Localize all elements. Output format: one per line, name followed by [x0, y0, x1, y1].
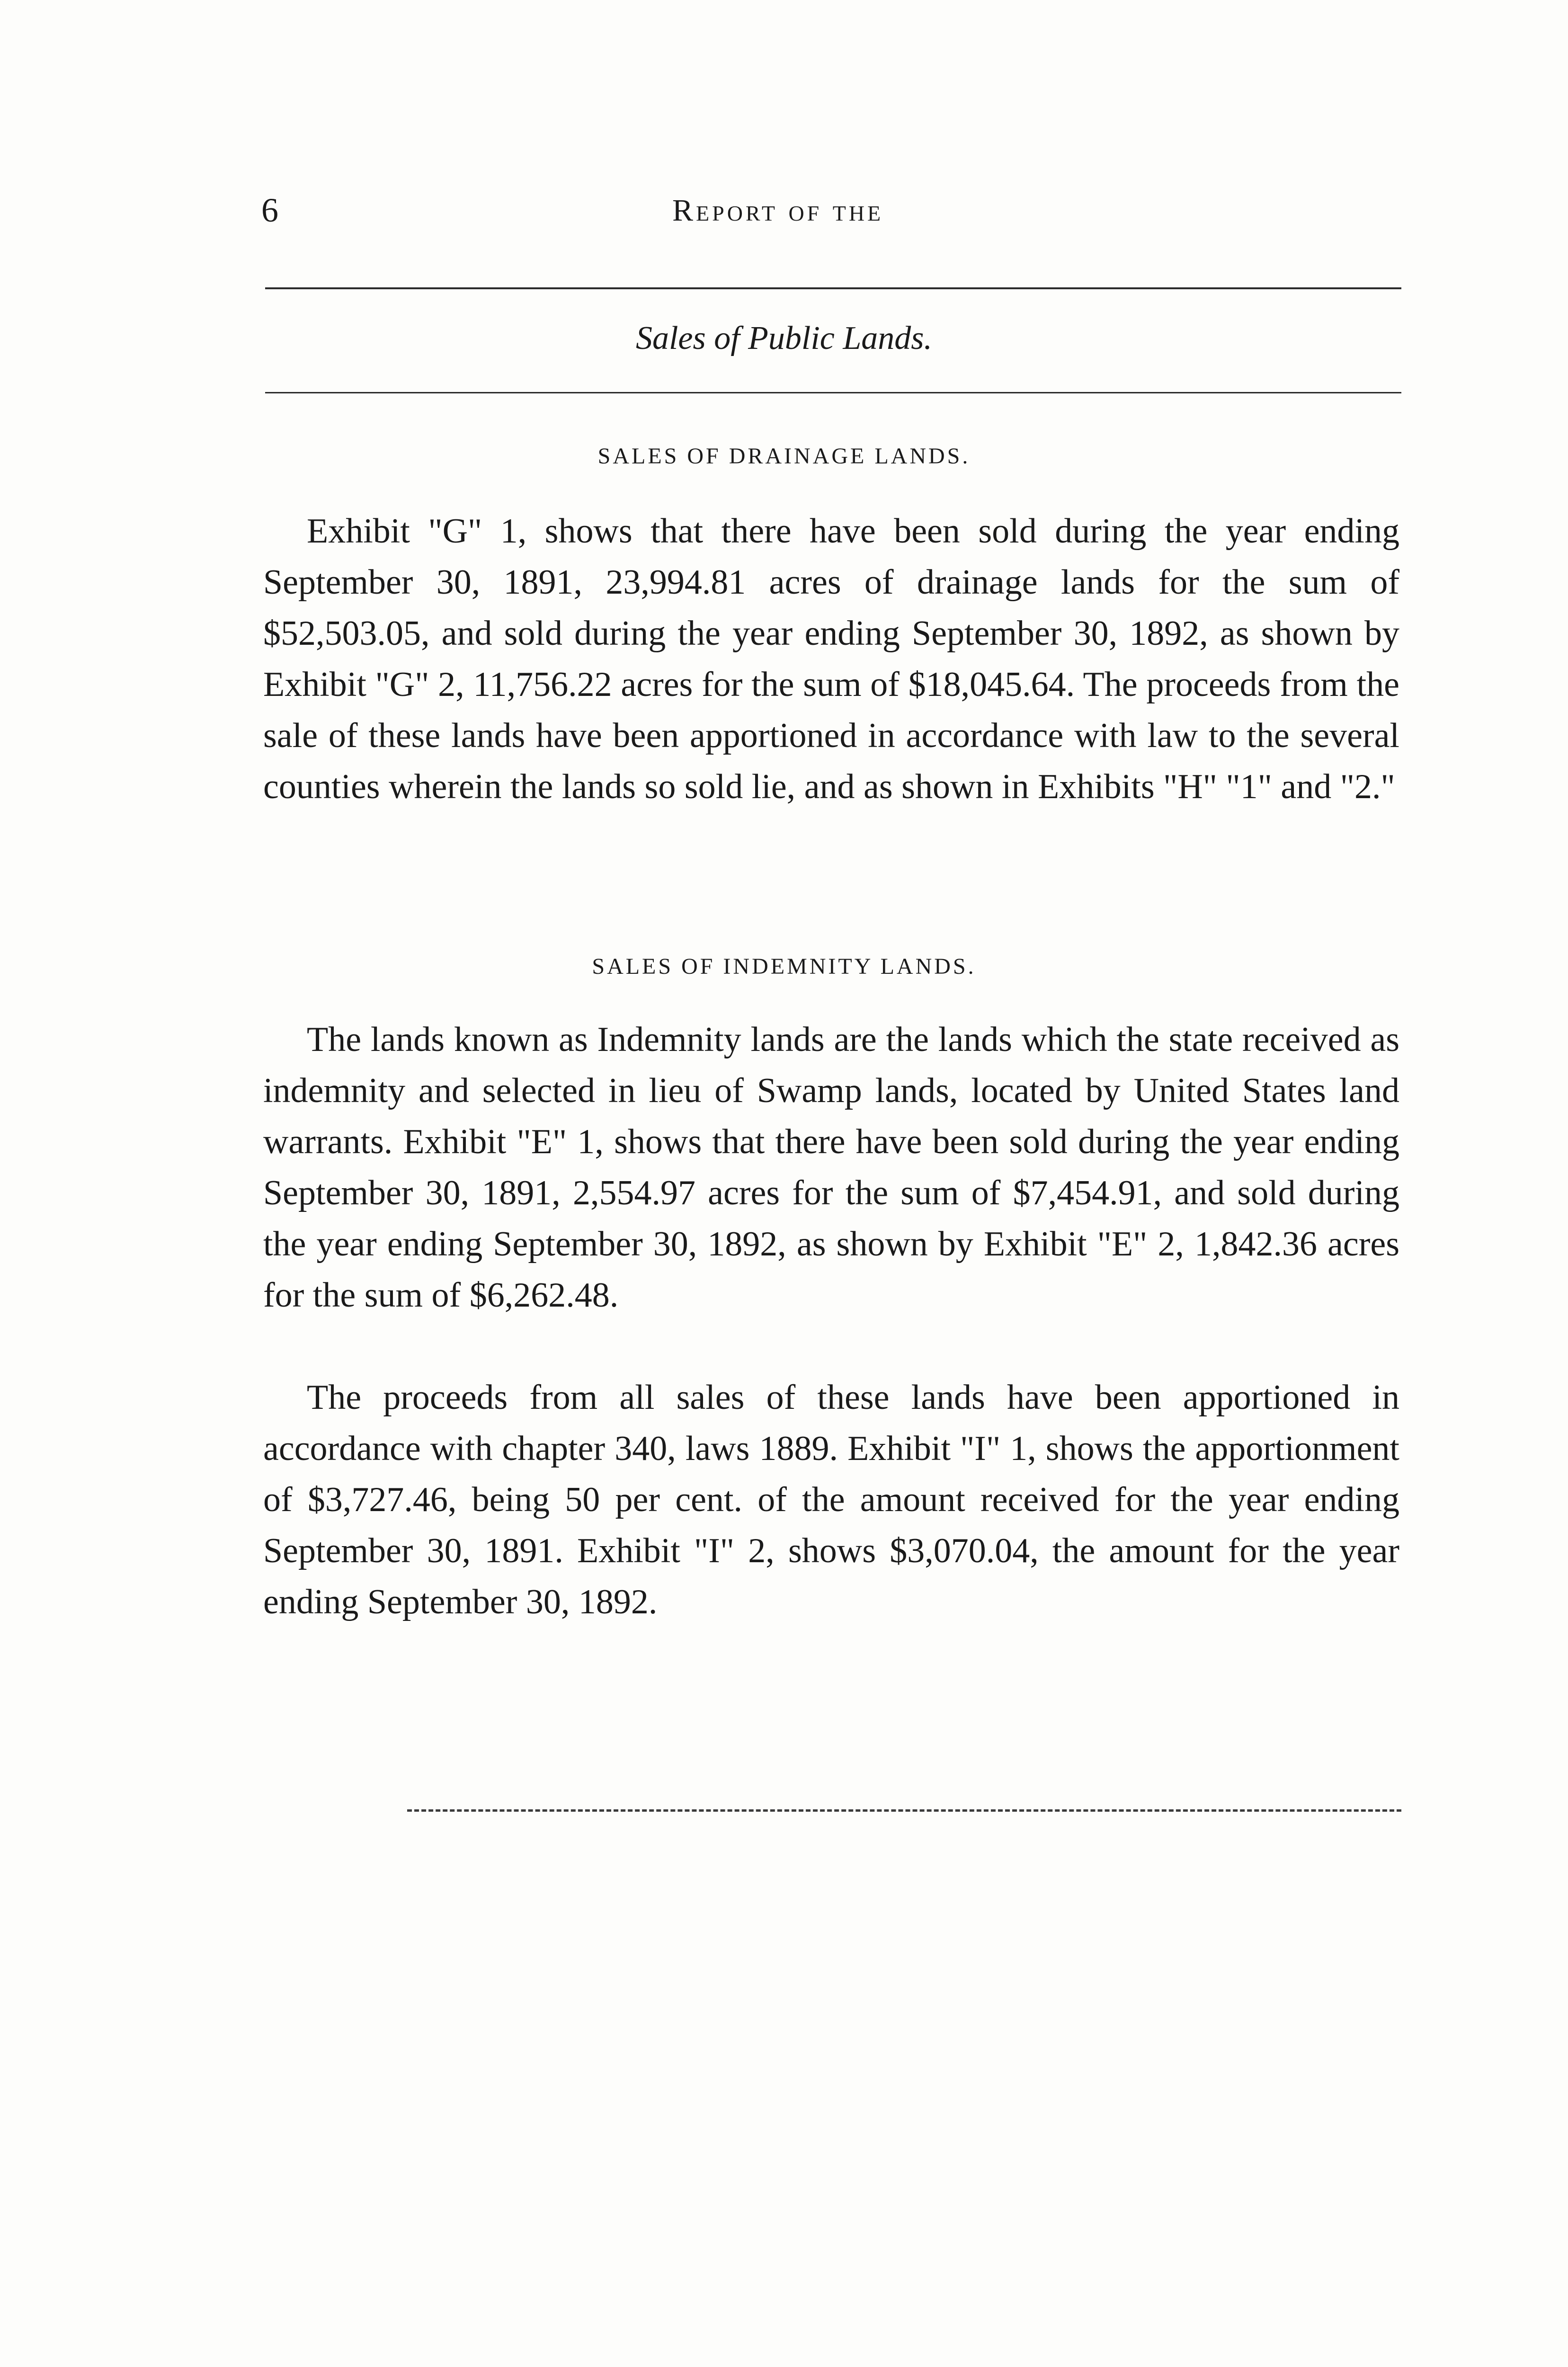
indemnity-paragraph-2: The proceeds from all sales of these lands have been apportioned in accordance with chapter 340, laws 1889. Exhibit "I" 1, shows the apportionment of $3,727.46, being 50 per cent. of the amount received for the year ending September 30, 1891. Exhibit "I" 2, shows $3,070.04, the amount for the year ending September 30, 1892.	[263, 1378, 1399, 1621]
running-head: Report of the	[672, 193, 884, 228]
footer-rule	[407, 1809, 1401, 1812]
drainage-heading: SALES OF DRAINAGE LANDS.	[597, 444, 971, 469]
indemnity-paragraph-1: The lands known as Indemnity lands are the lands which the state received as indemnity and selected in lieu of Swamp lands, located by United States land warrants. Exhibit "E" 1, shows that there have been sold during the year ending September 30, 1891, 2,554.97 acres for the sum of $7,454.91, and sold during the year ending September 30, 1892, as shown by Exhibit "E" 2, 1,842.36 acres for the sum of $6,262.48.	[263, 1020, 1399, 1315]
section-title: Sales of Public Lands.	[635, 320, 933, 356]
page-number: 6	[261, 191, 278, 229]
drainage-paragraph: Exhibit "G" 1, shows that there have been sold during the year ending September 30, 1891, 23,994.81 acres of drainage lands for the sum of $52,503.05, and sold during the year ending September 30, 1892, as shown by Exhibit "G" 2, 11,756.22 acres for the sum of $18,045.64. The proceeds from the sale of these lands have been apportioned in accordance with law to the several counties wherein the lands so sold lie, and as shown in Exhibits "H" "1" and "2."	[263, 512, 1399, 806]
indemnity-heading: SALES OF INDEMNITY LANDS.	[592, 954, 976, 979]
header-rule	[265, 287, 1401, 289]
section-rule	[265, 392, 1401, 393]
